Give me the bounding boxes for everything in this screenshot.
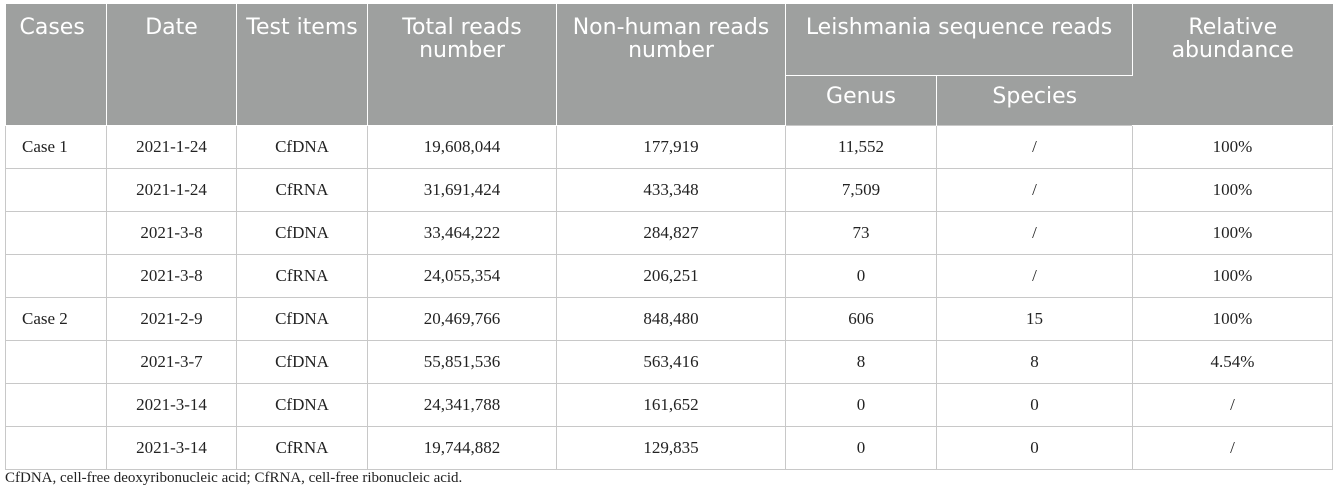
- header-test-items: Test items: [237, 4, 368, 126]
- table-container: [5, 4, 1332, 470]
- header-leishmania-reads: Leishmania sequence reads: [786, 4, 1133, 76]
- cell-species: /: [937, 212, 1133, 255]
- cell-non-human-reads: 433,348: [557, 169, 786, 212]
- cell-genus: 7,509: [786, 169, 937, 212]
- header-date: Date: [107, 4, 237, 126]
- header-total-reads: Total reads number: [368, 4, 557, 126]
- table-row: [6, 169, 1333, 212]
- cell-total-reads: 19,744,882: [368, 427, 557, 470]
- cell-date: 2021-3-14: [107, 427, 237, 470]
- cell-case: [6, 384, 107, 427]
- cell-test-item: CfDNA: [237, 341, 368, 384]
- header-species: Species: [937, 76, 1133, 126]
- cell-relative-abundance: 100%: [1133, 126, 1333, 169]
- cell-total-reads: 24,341,788: [368, 384, 557, 427]
- cell-species: 8: [937, 341, 1133, 384]
- cell-non-human-reads: 284,827: [557, 212, 786, 255]
- results-table: [5, 4, 1333, 470]
- table-row: [6, 212, 1333, 255]
- cell-case: [6, 212, 107, 255]
- cell-species: /: [937, 255, 1133, 298]
- cell-case: [6, 255, 107, 298]
- cell-non-human-reads: 161,652: [557, 384, 786, 427]
- header-non-human-reads: Non-human reads number: [557, 4, 786, 126]
- cell-genus: 606: [786, 298, 937, 341]
- cell-test-item: CfDNA: [237, 298, 368, 341]
- cell-total-reads: 55,851,536: [368, 341, 557, 384]
- cell-relative-abundance: 100%: [1133, 169, 1333, 212]
- cell-total-reads: 20,469,766: [368, 298, 557, 341]
- table-footnote: CfDNA, cell-free deoxyribonucleic acid; CfRNA, cell-free ribonucleic acid.: [5, 470, 463, 486]
- cell-case: [6, 169, 107, 212]
- cell-relative-abundance: /: [1133, 384, 1333, 427]
- cell-genus: 0: [786, 427, 937, 470]
- cell-date: 2021-1-24: [107, 126, 237, 169]
- cell-relative-abundance: 100%: [1133, 298, 1333, 341]
- cell-date: 2021-3-8: [107, 212, 237, 255]
- cell-case: Case 1: [6, 126, 107, 169]
- cell-test-item: CfRNA: [237, 255, 368, 298]
- cell-species: /: [937, 126, 1133, 169]
- cell-species: 0: [937, 384, 1133, 427]
- cell-total-reads: 33,464,222: [368, 212, 557, 255]
- cell-genus: 11,552: [786, 126, 937, 169]
- cell-relative-abundance: 100%: [1133, 212, 1333, 255]
- cell-relative-abundance: 4.54%: [1133, 341, 1333, 384]
- cell-case: Case 2: [6, 298, 107, 341]
- table-row: [6, 126, 1333, 169]
- table-header: [6, 4, 1333, 126]
- cell-test-item: CfRNA: [237, 427, 368, 470]
- cell-total-reads: 19,608,044: [368, 126, 557, 169]
- table-row: [6, 341, 1333, 384]
- cell-genus: 0: [786, 255, 937, 298]
- cell-genus: 73: [786, 212, 937, 255]
- cell-test-item: CfDNA: [237, 384, 368, 427]
- header-relative-abundance: Relative abundance: [1133, 4, 1333, 126]
- cell-test-item: CfRNA: [237, 169, 368, 212]
- cell-species: 15: [937, 298, 1133, 341]
- cell-non-human-reads: 563,416: [557, 341, 786, 384]
- cell-total-reads: 31,691,424: [368, 169, 557, 212]
- cell-non-human-reads: 206,251: [557, 255, 786, 298]
- cell-date: 2021-3-8: [107, 255, 237, 298]
- table-row: [6, 384, 1333, 427]
- header-genus: Genus: [786, 76, 937, 126]
- cell-non-human-reads: 177,919: [557, 126, 786, 169]
- cell-case: [6, 427, 107, 470]
- cell-relative-abundance: 100%: [1133, 255, 1333, 298]
- cell-case: [6, 341, 107, 384]
- table-body: [6, 126, 1333, 470]
- cell-date: 2021-3-14: [107, 384, 237, 427]
- header-cases: Cases: [6, 4, 107, 126]
- cell-total-reads: 24,055,354: [368, 255, 557, 298]
- cell-test-item: CfDNA: [237, 212, 368, 255]
- cell-species: 0: [937, 427, 1133, 470]
- cell-date: 2021-1-24: [107, 169, 237, 212]
- cell-genus: 0: [786, 384, 937, 427]
- cell-non-human-reads: 129,835: [557, 427, 786, 470]
- table-row: [6, 255, 1333, 298]
- cell-non-human-reads: 848,480: [557, 298, 786, 341]
- table-row: [6, 298, 1333, 341]
- cell-test-item: CfDNA: [237, 126, 368, 169]
- table-row: [6, 427, 1333, 470]
- cell-species: /: [937, 169, 1133, 212]
- cell-date: 2021-2-9: [107, 298, 237, 341]
- cell-relative-abundance: /: [1133, 427, 1333, 470]
- cell-date: 2021-3-7: [107, 341, 237, 384]
- cell-genus: 8: [786, 341, 937, 384]
